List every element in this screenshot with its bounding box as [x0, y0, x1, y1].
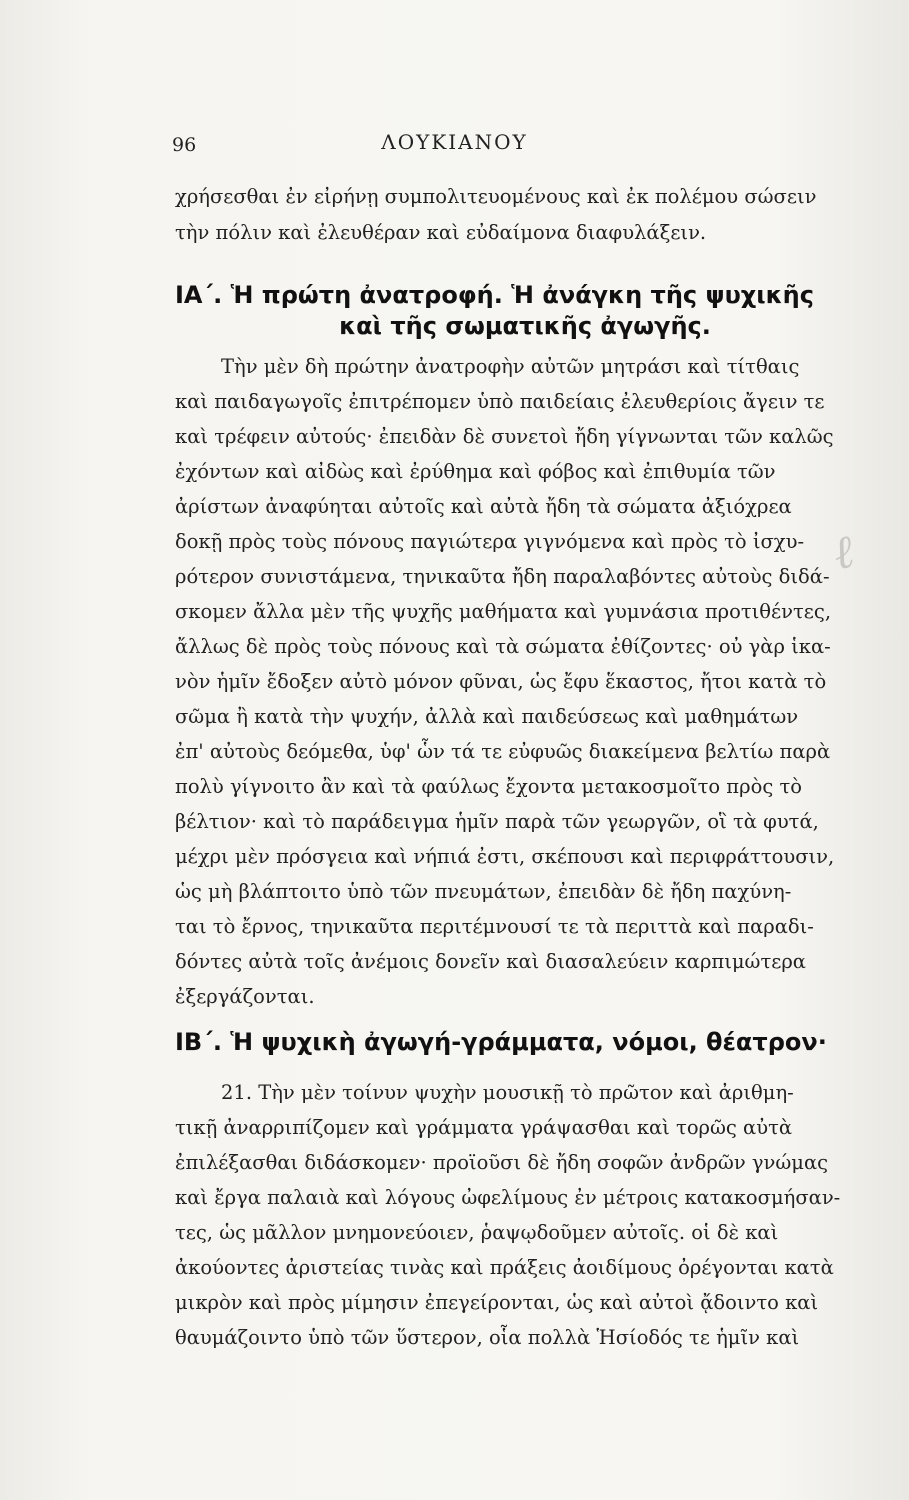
text-line: ἀρίστων ἀναφύηται αὐτοῖς καὶ αὐτὰ ἤδη τὰ σώματα ἀξιόχρεα — [175, 495, 792, 518]
show-through-marks: ℓ — [828, 523, 859, 581]
section-heading-ia: ΙΑ΄. Ἡ πρώτη ἀνατροφή. Ἡ ἀνάγκη τῆς ψυχικῆς — [175, 281, 814, 309]
section-heading-ia-line2: καὶ τῆς σωματικῆς ἀγωγῆς. — [339, 312, 711, 340]
text-line: ρότερον συνιστάμενα, τηνικαῦτα ἤδη παραλαβόντες αὐτοὺς διδά- — [175, 565, 830, 588]
running-head: ΛΟΥΚΙΑΝΟΥ — [381, 130, 528, 154]
text-line: 21. Τὴν μὲν τοίνυν ψυχὴν μουσικῇ τὸ πρῶτον καὶ ἀριθμη- — [221, 1081, 794, 1104]
text-line: δόντες αὐτὰ τοῖς ἀνέμοις δονεῖν καὶ διασαλεύειν καρπιμώτερα — [175, 950, 806, 973]
text-line: σκομεν ἄλλα μὲν τῆς ψυχῆς μαθήματα καὶ γυμνάσια προτιθέντες, — [175, 600, 832, 623]
text-line: νὸν ἡμῖν ἔδοξεν αὐτὸ μόνον φῦναι, ὡς ἔφυ ἕκαστος, ἤτοι κατὰ τὸ — [175, 670, 827, 693]
section-heading-ib: ΙΒ΄. Ἡ ψυχικὴ ἀγωγή-γράμματα, νόμοι, θέατρον· — [175, 1028, 827, 1056]
text-line: ἐπιλέξασθαι διδάσκομεν· προϊοῦσι δὲ ἤδη σοφῶν ἀνδρῶν γνώμας — [175, 1151, 829, 1174]
text-line: τικῇ ἀναρριπίζομεν καὶ γράμματα γράψασθαι καὶ τορῶς αὐτὰ — [175, 1116, 793, 1139]
text-line: μέχρι μὲν πρόσγεια καὶ νήπιά ἐστι, σκέπουσι καὶ περιφράττουσιν, — [175, 845, 835, 868]
text-line: ἐπ' αὐτοὺς δεόμεθα, ὑφ' ὧν τά τε εὐφυῶς διακείμενα βελτίω παρὰ — [175, 740, 831, 763]
text-line: ἐξεργάζονται. — [175, 985, 315, 1008]
text-line: χρήσεσθαι ἐν εἰρήνῃ συμπολιτευομένους καὶ ἐκ πολέμου σώσειν — [175, 185, 817, 208]
text-line: ἐχόντων καὶ αἰδὼς καὶ ἐρύθημα καὶ φόβος καὶ ἐπιθυμία τῶν — [175, 460, 776, 483]
text-line: ἀκούοντες ἀριστείας τινὰς καὶ πράξεις ἀοιδίμους ὀρέγονται κατὰ — [175, 1256, 834, 1279]
text-line: τὴν πόλιν καὶ ἐλευθέραν καὶ εὐδαίμονα διαφυλάξειν. — [175, 221, 707, 244]
page-header — [0, 128, 909, 158]
text-line: ται τὸ ἔρνος, τηνικαῦτα περιτέμνουσί τε τὰ περιττὰ καὶ παραδι- — [175, 915, 814, 938]
text-line: Τὴν μὲν δὴ πρώτην ἀνατροφὴν αὐτῶν μητράσι καὶ τίτθαις — [221, 355, 800, 378]
text-line: μικρὸν καὶ πρὸς μίμησιν ἐπεγείρονται, ὡς καὶ αὐτοὶ ᾄδοιντο καὶ — [175, 1291, 819, 1314]
text-line: δοκῇ πρὸς τοὺς πόνους παγιώτερα γιγνόμενα καὶ πρὸς τὸ ἰσχυ- — [175, 530, 805, 553]
text-line: καὶ ἔργα παλαιὰ καὶ λόγους ὠφελίμους ἐν μέτροις κατακοσμήσαν- — [175, 1186, 841, 1209]
text-line: θαυμάζοιντο ὑπὸ τῶν ὕστερον, οἷα πολλὰ Ἡσίοδός τε ἡμῖν καὶ — [175, 1326, 800, 1349]
text-line: πολὺ γίγνοιτο ἂν καὶ τὰ φαύλως ἔχοντα μετακοσμοῖτο πρὸς τὸ — [175, 775, 802, 798]
page-number: 96 — [172, 134, 197, 156]
text-line: ἄλλως δὲ πρὸς τοὺς πόνους καὶ τὰ σώματα ἐθίζοντες· οὐ γὰρ ἱκα- — [175, 635, 831, 658]
text-line: τες, ὡς μᾶλλον μνημονεύοιεν, ῥαψῳδοῦμεν αὐτοῖς. οἱ δὲ καὶ — [175, 1221, 779, 1244]
text-line: καὶ παιδαγωγοῖς ἐπιτρέπομεν ὑπὸ παιδείαις ἐλευθερίοις ἄγειν τε — [175, 390, 825, 413]
text-line: σῶμα ἢ κατὰ τὴν ψυχήν, ἀλλὰ καὶ παιδεύσεως καὶ μαθημάτων — [175, 705, 799, 728]
text-line: βέλτιον· καὶ τὸ παράδειγμα ἡμῖν παρὰ τῶν γεωργῶν, οἳ τὰ φυτά, — [175, 810, 819, 833]
text-line: ὡς μὴ βλάπτοιτο ὑπὸ τῶν πνευμάτων, ἐπειδὰν δὲ ἤδη παχύνη- — [175, 880, 792, 903]
text-line: καὶ τρέφειν αὐτούς· ἐπειδὰν δὲ συνετοὶ ἤδη γίγνωνται τῶν καλῶς — [175, 425, 834, 448]
